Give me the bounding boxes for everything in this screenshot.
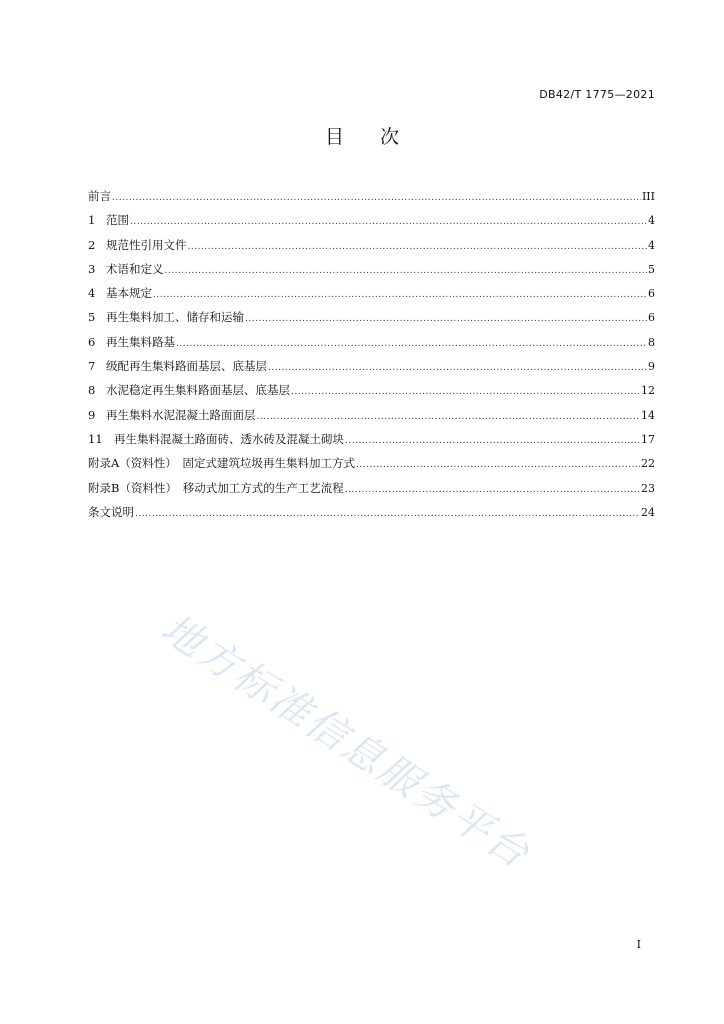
toc-entry-label: 再生集料加工、储存和运输 <box>106 310 244 325</box>
toc-entry[interactable] <box>88 480 655 504</box>
document-code: DB42/T 1775—2021 <box>539 88 655 101</box>
dot-leader <box>176 339 647 349</box>
toc-entry-page: 5 <box>648 262 655 276</box>
page-number: I <box>636 938 641 951</box>
dot-leader <box>245 314 647 324</box>
toc-entry-number: 4 <box>88 286 96 301</box>
toc-entry[interactable] <box>88 334 655 358</box>
toc-entry-page: 22 <box>641 457 655 471</box>
dot-leader <box>188 242 648 252</box>
toc-entry[interactable] <box>88 358 655 382</box>
toc-entry[interactable] <box>88 188 655 212</box>
toc-entry-page: 6 <box>648 311 655 325</box>
toc-entry-label: 再生集料混凝土路面砖、透水砖及混凝土砌块 <box>114 431 344 446</box>
toc-entry-number: 9 <box>88 407 96 422</box>
toc-entry-number: 5 <box>88 310 96 325</box>
toc-entry-number: 1 <box>88 213 96 228</box>
toc-entry-label: 条文说明 <box>88 504 134 519</box>
toc-entry-label: 附录A（资料性） 固定式建筑垃圾再生集料加工方式 <box>88 456 356 471</box>
toc-entry-number: 7 <box>88 359 96 374</box>
toc-entry[interactable] <box>88 407 655 431</box>
page-title: 目次 <box>324 126 435 148</box>
dot-leader <box>257 412 641 422</box>
toc-entry-page: 4 <box>648 214 655 228</box>
toc-entry-label: 水泥稳定再生集料路面基层、底基层 <box>106 383 290 398</box>
toc-entry[interactable] <box>88 455 655 479</box>
toc-entry-page: 24 <box>641 505 655 519</box>
dot-leader <box>153 290 647 300</box>
toc-entry[interactable] <box>88 309 655 333</box>
toc-entry-page: 9 <box>648 360 655 374</box>
toc-entry-page: 4 <box>648 238 655 252</box>
toc-entry-page: 14 <box>641 408 655 422</box>
toc-entry[interactable] <box>88 285 655 309</box>
dot-leader <box>268 363 647 373</box>
table-of-contents <box>88 188 655 528</box>
toc-entry-page: 17 <box>641 432 655 446</box>
toc-entry[interactable] <box>88 212 655 236</box>
dot-leader <box>345 485 640 495</box>
toc-entry-number: 3 <box>88 261 96 276</box>
toc-entry[interactable] <box>88 504 655 528</box>
toc-entry-page: 12 <box>641 384 655 398</box>
toc-entry-label: 规范性引用文件 <box>106 237 187 252</box>
toc-entry[interactable] <box>88 237 655 261</box>
dot-leader <box>165 266 648 276</box>
dot-leader <box>112 193 641 203</box>
toc-entry[interactable] <box>88 382 655 406</box>
toc-entry-number: 6 <box>88 334 96 349</box>
toc-entry-label: 级配再生集料路面基层、底基层 <box>106 359 267 374</box>
toc-entry[interactable] <box>88 261 655 285</box>
toc-entry-label: 再生集料路基 <box>106 334 175 349</box>
toc-entry-label: 再生集料水泥混凝土路面面层 <box>106 407 256 422</box>
dot-leader <box>356 460 640 470</box>
dot-leader <box>130 217 647 227</box>
toc-entry-page: 23 <box>641 481 655 495</box>
toc-entry-page: 8 <box>648 335 655 349</box>
toc-entry-page: 6 <box>648 287 655 301</box>
toc-entry-label: 前言 <box>88 189 111 203</box>
watermark: 地方标准信息服务平台 <box>153 605 539 879</box>
toc-entry-number: 8 <box>88 383 96 398</box>
toc-entry-label: 术语和定义 <box>106 261 164 276</box>
toc-entry-label: 范围 <box>106 213 129 228</box>
toc-entry[interactable] <box>88 431 655 455</box>
dot-leader <box>345 436 640 446</box>
dot-leader <box>135 509 640 519</box>
toc-entry-number: 11 <box>88 431 103 446</box>
toc-entry-page: III <box>641 190 655 203</box>
toc-entry-number: 2 <box>88 237 96 252</box>
dot-leader <box>291 387 640 397</box>
toc-entry-label: 基本规定 <box>106 286 152 301</box>
toc-entry-label: 附录B（资料性） 移动式加工方式的生产工艺流程 <box>88 480 344 495</box>
